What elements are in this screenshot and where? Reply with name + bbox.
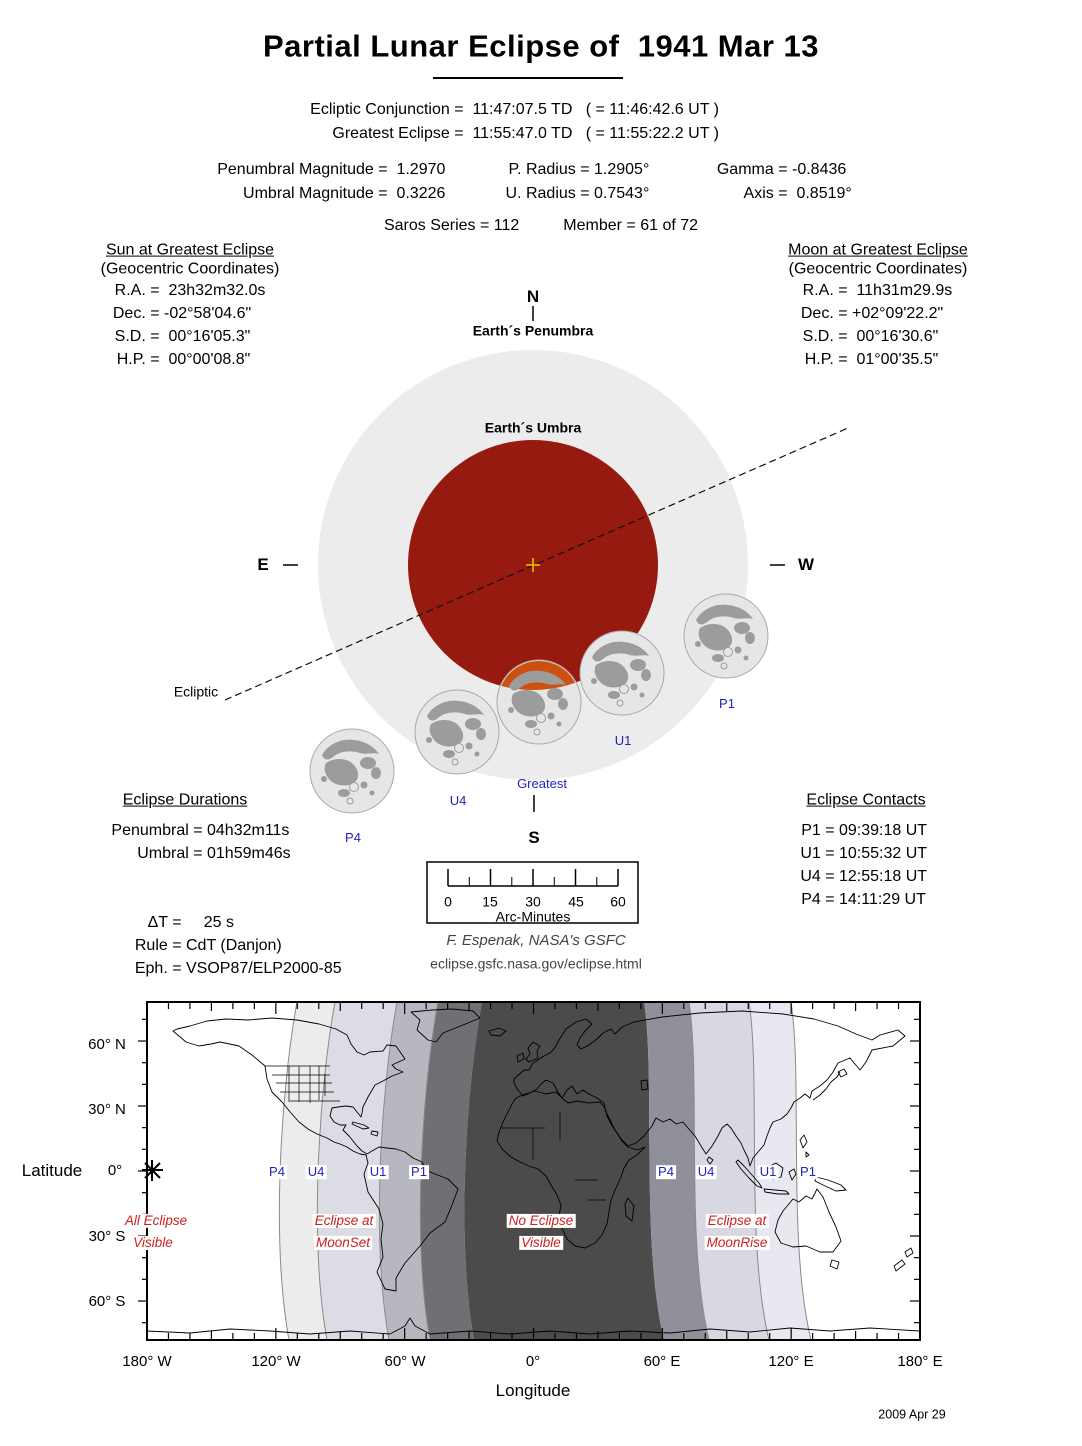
conjunction-value: 11:47:07.5 TD ( = 11:46:42.6 UT ): [468, 101, 719, 118]
axis-label: Axis =: [743, 185, 792, 202]
p4-contact-label: P4: [345, 830, 361, 846]
moonset-label-line2: MoonSet: [315, 1234, 371, 1250]
moon-sd-label: S.D. =: [802, 328, 852, 345]
longitude-axis-label: Longitude: [495, 1381, 571, 1401]
contact-u1-label: U1 =: [800, 845, 839, 862]
moon-block-heading: Moon at Greatest Eclipse: [788, 241, 968, 259]
umbral-magnitude-label: Umbral Magnitude =: [243, 185, 392, 202]
contact-u4-label: U4 =: [800, 868, 839, 885]
author-credit: F. Espenak, NASA's GSFC: [446, 932, 626, 950]
umbral-magnitude-value: 0.3226: [392, 185, 446, 202]
parameters-block: [110, 914, 342, 983]
east-label: E: [257, 555, 269, 575]
moon-dec-label: Dec. =: [800, 305, 852, 322]
axis-value: 0.8519°: [792, 185, 852, 202]
contact-u4-value: 12:55:18 UT: [839, 868, 928, 885]
moon-coordinates: [788, 282, 952, 374]
scale-tick-45: 45: [568, 893, 584, 910]
map-east-p4-label: P4: [658, 1164, 674, 1180]
west-label: W: [797, 555, 815, 575]
ephemeris-label: Eph. =: [134, 960, 186, 977]
moonset-label-line1: Eclipse at: [314, 1212, 374, 1228]
map-east-u4-label: U4: [697, 1164, 715, 1180]
sun-block-heading: Sun at Greatest Eclipse: [105, 241, 275, 259]
scale-tick-0: 0: [444, 893, 452, 910]
lon-120e-label: 120° E: [768, 1353, 814, 1371]
sun-dec-label: Dec. =: [112, 305, 164, 322]
all-visible-label-line2: Visible: [133, 1234, 173, 1250]
greatest-eclipse-value: 11:55:47.0 TD ( = 11:55:22.2 UT ): [468, 125, 719, 142]
rule-value: CdT (Danjon): [186, 937, 282, 954]
sun-sd-label: S.D. =: [114, 328, 164, 345]
sun-hp-label: H.P. =: [116, 351, 164, 368]
delta-t-label: ΔT =: [147, 914, 186, 931]
penumbra-label: Earth´s Penumbra: [472, 322, 594, 339]
greatest-eclipse-label: Greatest Eclipse =: [332, 125, 468, 142]
lat-60s-label: 60° S: [88, 1293, 126, 1311]
umbral-duration-value: 01h59m46s: [207, 845, 291, 862]
moon-dec-value: +02°09'22.2": [852, 305, 944, 322]
map-west-u4-label: U4: [307, 1164, 325, 1180]
north-label: N: [526, 287, 540, 307]
saros-member: Member = 61 of 72: [563, 217, 699, 234]
south-label: S: [528, 828, 540, 848]
scale-tick-30: 30: [525, 893, 541, 910]
latitude-axis-label: Latitude: [21, 1161, 83, 1181]
sun-dec-value: -02°58'04.6": [164, 305, 252, 322]
no-eclipse-label-line2: Visible: [521, 1234, 561, 1250]
lat-30s-label: 30° S: [88, 1228, 126, 1246]
u-radius-value: 0.7543°: [594, 185, 650, 202]
p-radius-value: 1.2905°: [594, 161, 650, 178]
lon-180w-label: 180° W: [122, 1353, 172, 1371]
moonrise-label-line2: MoonRise: [706, 1234, 768, 1250]
map-west-u1-label: U1: [369, 1164, 387, 1180]
title-underline: [433, 77, 623, 79]
greatest-contact-label: Greatest: [517, 776, 567, 792]
contact-p4-label: P4 =: [801, 891, 839, 908]
ecliptic-label: Ecliptic: [173, 683, 219, 700]
gamma-value: -0.8436: [792, 161, 847, 178]
contact-p1-label: P1 =: [801, 822, 839, 839]
umbra-label: Earth´s Umbra: [484, 419, 582, 436]
moon-hp-value: 01°00'35.5": [852, 351, 939, 368]
penumbral-duration-label: Penumbral =: [111, 822, 207, 839]
conjunction-label: Ecliptic Conjunction =: [310, 101, 468, 118]
event-times-block: [268, 101, 719, 149]
lat-60n-label: 60° N: [88, 1036, 126, 1054]
moon-sd-value: 00°16'30.6": [852, 328, 939, 345]
lon-60e-label: 60° E: [643, 1353, 681, 1371]
lon-120w-label: 120° W: [251, 1353, 301, 1371]
moon-ra-value: 11h31m29.9s: [852, 282, 953, 299]
saros-series: Saros Series = 112: [383, 217, 520, 234]
page-title: Partial Lunar Eclipse of 1941 Mar 13: [262, 28, 820, 64]
penumbral-magnitude-label: Penumbral Magnitude =: [217, 161, 392, 178]
ephemeris-value: VSOP87/ELP2000-85: [186, 960, 342, 977]
contact-u1-value: 10:55:32 UT: [839, 845, 928, 862]
sun-ra-value: 23h32m32.0s: [164, 282, 266, 299]
magnitude-block: [200, 161, 445, 209]
moon-block-subheading: (Geocentric Coordinates): [788, 260, 968, 278]
umbral-duration-label: Umbral =: [137, 845, 207, 862]
contact-p1-value: 09:39:18 UT: [839, 822, 928, 839]
scale-tick-15: 15: [482, 893, 498, 910]
sun-hp-value: 00°00'08.8": [164, 351, 251, 368]
penumbral-duration-value: 04h32m11s: [207, 822, 290, 839]
u1-contact-label: U1: [614, 733, 632, 749]
sun-coordinates: [100, 282, 265, 374]
durations-block: [95, 822, 291, 868]
map-west-p4-label: P4: [269, 1164, 285, 1180]
durations-heading: Eclipse Durations: [122, 791, 248, 809]
u-radius-label: U. Radius =: [505, 185, 594, 202]
lon-180e-label: 180° E: [897, 1353, 943, 1371]
sun-sd-value: 00°16'05.3": [164, 328, 251, 345]
delta-t-value: 25 s: [186, 914, 235, 931]
p-radius-label: P. Radius =: [508, 161, 594, 178]
sun-ra-label: R.A. =: [114, 282, 164, 299]
gamma-axis-block: [702, 161, 852, 209]
no-eclipse-label-line1: No Eclipse: [508, 1212, 574, 1228]
date-stamp: 2009 Apr 29: [878, 1407, 946, 1422]
map-west-p1-label: P1: [411, 1164, 427, 1180]
moon-ra-label: R.A. =: [802, 282, 852, 299]
moonrise-label-line1: Eclipse at: [707, 1212, 767, 1228]
scale-tick-60: 60: [610, 893, 626, 910]
contacts-heading: Eclipse Contacts: [806, 791, 926, 809]
p1-contact-label: P1: [719, 696, 735, 712]
map-east-u1-label: U1: [759, 1164, 777, 1180]
contact-p4-value: 14:11:29 UT: [839, 891, 926, 908]
lat-30n-label: 30° N: [88, 1101, 126, 1119]
lon-0-label: 0°: [525, 1353, 541, 1371]
moon-hp-label: H.P. =: [804, 351, 852, 368]
radius-block: [500, 161, 649, 209]
all-visible-label-line1: All Eclipse: [124, 1212, 188, 1228]
gamma-label: Gamma =: [716, 161, 792, 178]
lat-0-label: 0°: [107, 1162, 123, 1180]
map-east-p1-label: P1: [800, 1164, 816, 1180]
scale-units-label: Arc-Minutes: [495, 908, 571, 925]
rule-label: Rule =: [134, 937, 186, 954]
lon-60w-label: 60° W: [384, 1353, 426, 1371]
saros-line: [0, 217, 1082, 235]
penumbral-magnitude-value: 1.2970: [392, 161, 446, 178]
contacts-block: [797, 822, 927, 914]
sun-block-subheading: (Geocentric Coordinates): [100, 260, 280, 278]
credit-url: eclipse.gsfc.nasa.gov/eclipse.html: [430, 955, 642, 972]
u4-contact-label: U4: [449, 793, 467, 809]
